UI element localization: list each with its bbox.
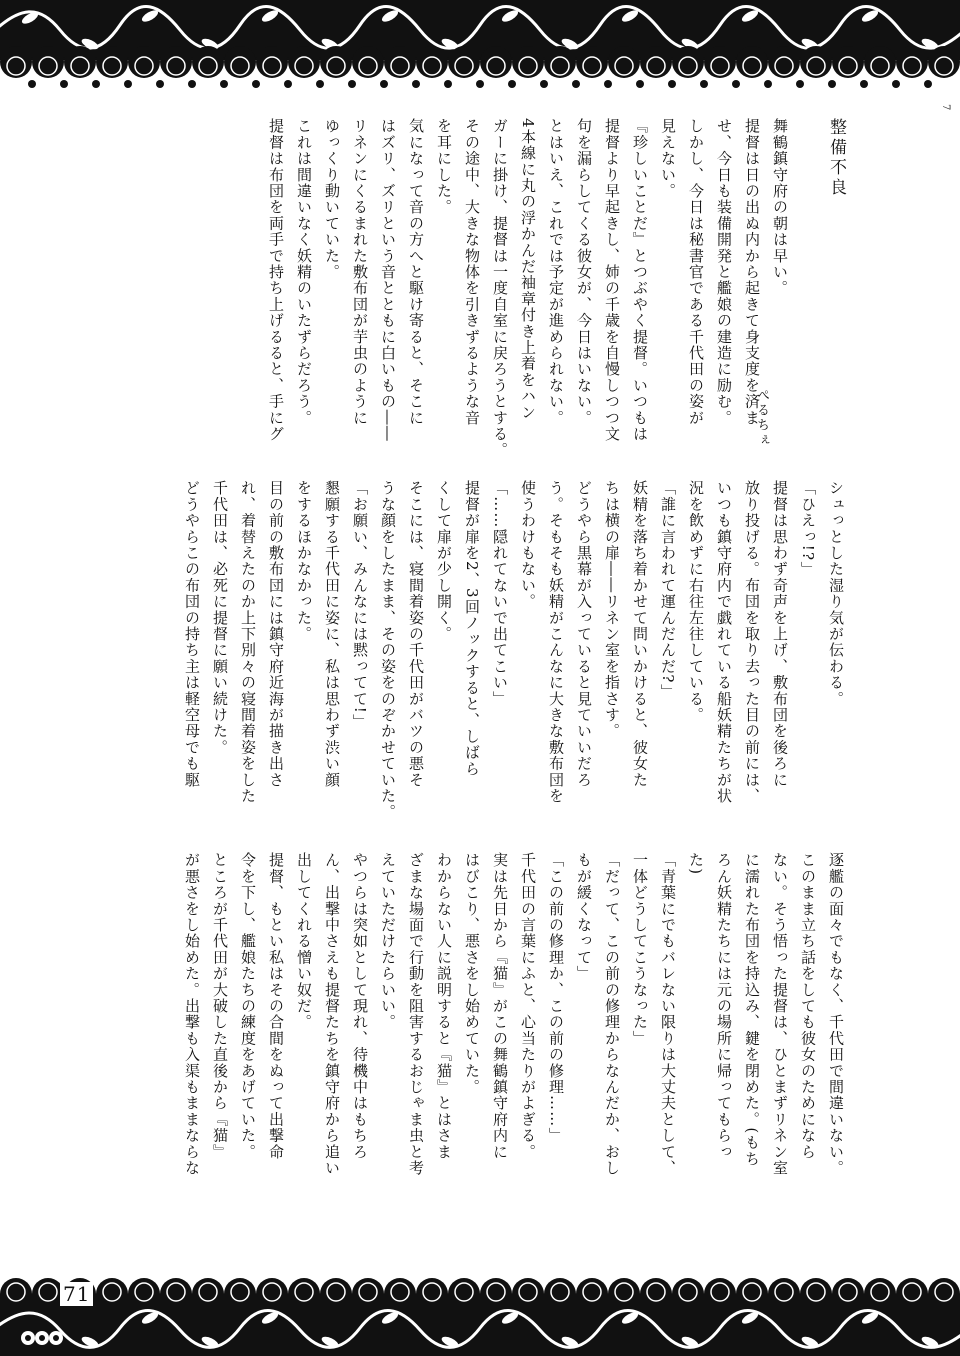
paragraph-line: 4本線に丸の浮かんだ袖章付き上着をハン: [519, 118, 537, 421]
paragraph-line: 一体どうしてこうなった」: [631, 852, 649, 1047]
paragraph-line: 気になって音の方へと駆け寄ると、そこに: [407, 118, 425, 426]
paragraph-line: 提督が扉を2、3回ノックすると、しばら: [463, 480, 481, 777]
corner-mark: 7: [940, 104, 951, 111]
paragraph-line: せ、今日も装備開発と艦娘の建造に励む。: [715, 118, 733, 426]
paragraph-line: 出してくれる憎い奴だ。: [295, 852, 313, 1031]
text-block-middle: [95, 480, 850, 827]
paragraph-line: どうやらこの布団の持ち主は軽空母でも駆: [183, 480, 201, 788]
paragraph-line: 目の前の敷布団には鎮守府近海が描き出さ: [267, 480, 285, 788]
bottom-lace-border: [0, 1262, 960, 1356]
paragraph-line: うな顔をしたまま、その姿をのぞかせていた。: [379, 480, 397, 821]
paragraph-line: 提督は日の出ぬ内から起きて身支度を済ま: [743, 118, 761, 426]
paragraph-line: そこには、寝間着姿の千代田がバツの悪そ: [407, 480, 425, 788]
story-title: 整備不良: [826, 118, 846, 198]
paragraph-line: 放り投げる。布団を取り去った目の前には、: [743, 480, 761, 804]
paragraph-line: どうやら黒幕が入っていると見ていいだろ: [575, 480, 593, 788]
paragraph-line: 句を漏らしてくる彼女が、今日はいない。: [575, 118, 593, 426]
paragraph-line: このまま立ち話をしても彼女のためになら: [799, 852, 817, 1160]
paragraph-line: 提督、もとい私はその合間をぬって出撃命: [267, 852, 285, 1160]
paragraph-line: リネンにくるまれた敷布団が芋虫のように: [351, 118, 369, 426]
paragraph-line: 懇願する千代田に姿に、私は思わず渋い顔: [323, 480, 341, 788]
bottom-lace-ornament: [0, 1262, 960, 1356]
paragraph-line: ろん妖精たちには元の場所に帰ってもらっ: [715, 852, 733, 1160]
paragraph-line: う。そもそも妖精がこんなに大きな敷布団を: [547, 480, 565, 804]
paragraph-line: 舞鶴鎮守府の朝は早い。: [771, 118, 789, 297]
paragraph-line: れ、着替えたのか上下別々の寝間着姿をした: [239, 480, 257, 804]
paragraph-line: もが緩くなって」: [575, 852, 593, 982]
paragraph-line: 「ひえっ!?」: [799, 480, 817, 578]
text-block-lower: [95, 852, 850, 1184]
paragraph-line: 実は先日から『猫』がこの舞鶴鎮守府内に: [491, 852, 509, 1160]
paragraph-line: 「お願い、みんなには黙ってて!」: [351, 480, 369, 731]
paragraph-line: ちは横の扉――リネン室を指さす。: [603, 480, 621, 740]
paragraph-line: ところが千代田が大破した直後から『猫』: [211, 852, 229, 1160]
spacer: [794, 118, 822, 463]
paragraph-line: 「この前の修理か、この前の修理……」: [547, 852, 565, 1144]
paragraph-line: 「誰に言われて運んだんだ?」: [659, 480, 677, 700]
paragraph-line: その途中、大きな物体を引きずるような音: [463, 118, 481, 426]
paragraph-line: 提督より早起きし、姉の千歳を自慢しつつ文: [603, 118, 621, 442]
paragraph-line: これは間違いなく妖精のいたずらだろう。: [295, 118, 313, 426]
paragraph-line: はびこり、悪さをし始めていた。: [463, 852, 481, 1095]
paragraph-line: 使うわけもない。: [519, 480, 537, 610]
paragraph-line: た): [687, 852, 705, 876]
paragraph-line: いつも鎮守府内で戯れている船妖精たちが状: [715, 480, 733, 804]
paragraph-line: ざまな場面で行動を阻害するおじゃま虫と考: [407, 852, 425, 1176]
paragraph-line: 提督は布団を両手で持ち上げるると、手にグ: [267, 118, 285, 442]
paragraph-line: 「だって、この前の修理からなんだか、おし: [603, 852, 621, 1176]
text-block-upper: [105, 118, 850, 463]
paragraph-line: 逐艦の面々でもなく、千代田で間違いない。: [827, 852, 845, 1176]
page-number: 71: [60, 1282, 93, 1306]
paragraph-line: が悪さをし始めた。出撃も入渠もままならな: [183, 852, 201, 1176]
paragraph-line: をするほかなかった。: [295, 480, 313, 642]
paragraph-line: ゆっくり動いていた。: [323, 118, 341, 280]
paragraph-line: えていただけたらいい。: [379, 852, 397, 1031]
top-lace-ornament: [0, 0, 960, 100]
paragraph-line: やつらは突如として現れ、待機中はもちろ: [351, 852, 369, 1160]
paragraph-line: ん、出撃中さえも提督たちを鎮守府から追い: [323, 852, 341, 1176]
paragraph-line: シュっとした湿り気が伝わる。: [827, 480, 845, 707]
paragraph-line: 見えない。: [659, 118, 677, 199]
paragraph-line: 「青葉にでもバレない限りは大丈夫として、: [659, 852, 677, 1176]
paragraph-line: 『珍しいことだ』とつぶやく提督。いつもは: [631, 118, 649, 442]
paragraph-line: しかし、今日は秘書官である千代田の姿が: [687, 118, 705, 426]
paragraph-line: 提督は思わず奇声を上げ、敷布団を後ろに: [771, 480, 789, 788]
top-lace-border: [0, 0, 960, 100]
paragraph-line: 妖精を落ち着かせて問いかけると、彼女た: [631, 480, 649, 788]
paragraph-line: とはいえ、これでは予定が進められない。: [547, 118, 565, 426]
paragraph-line: ない。そう悟った提督は、ひとまずリネン室: [771, 852, 789, 1176]
author-name: ぺるちぇ: [754, 388, 769, 448]
paragraph-line: を耳にした。: [435, 118, 453, 216]
paragraph-line: 千代田は、必死に提督に願い続けた。: [211, 480, 229, 756]
paragraph-line: わからない人に説明すると『猫』とはさま: [435, 852, 453, 1160]
paragraph-line: ガーに掛け、提督は一度自室に戻ろうとする。: [491, 118, 509, 459]
paragraph-line: 令を下し、艦娘たちの練度をあげていた。: [239, 852, 257, 1160]
paragraph-line: はズリ、ズリという音とともに白いもの――: [379, 118, 397, 442]
paragraph-line: 千代田の言葉にふと、心当たりがよぎる。: [519, 852, 537, 1160]
paragraph-line: 況を飲めずに右往左往している。: [687, 480, 705, 723]
paragraph-line: くして扉が少し開く。: [435, 480, 453, 642]
paragraph-line: 「……隠れてないで出てこい」: [491, 480, 509, 707]
paragraph-line: に濡れた布団を持込み、鍵を閉めた。(もち: [743, 852, 761, 1167]
